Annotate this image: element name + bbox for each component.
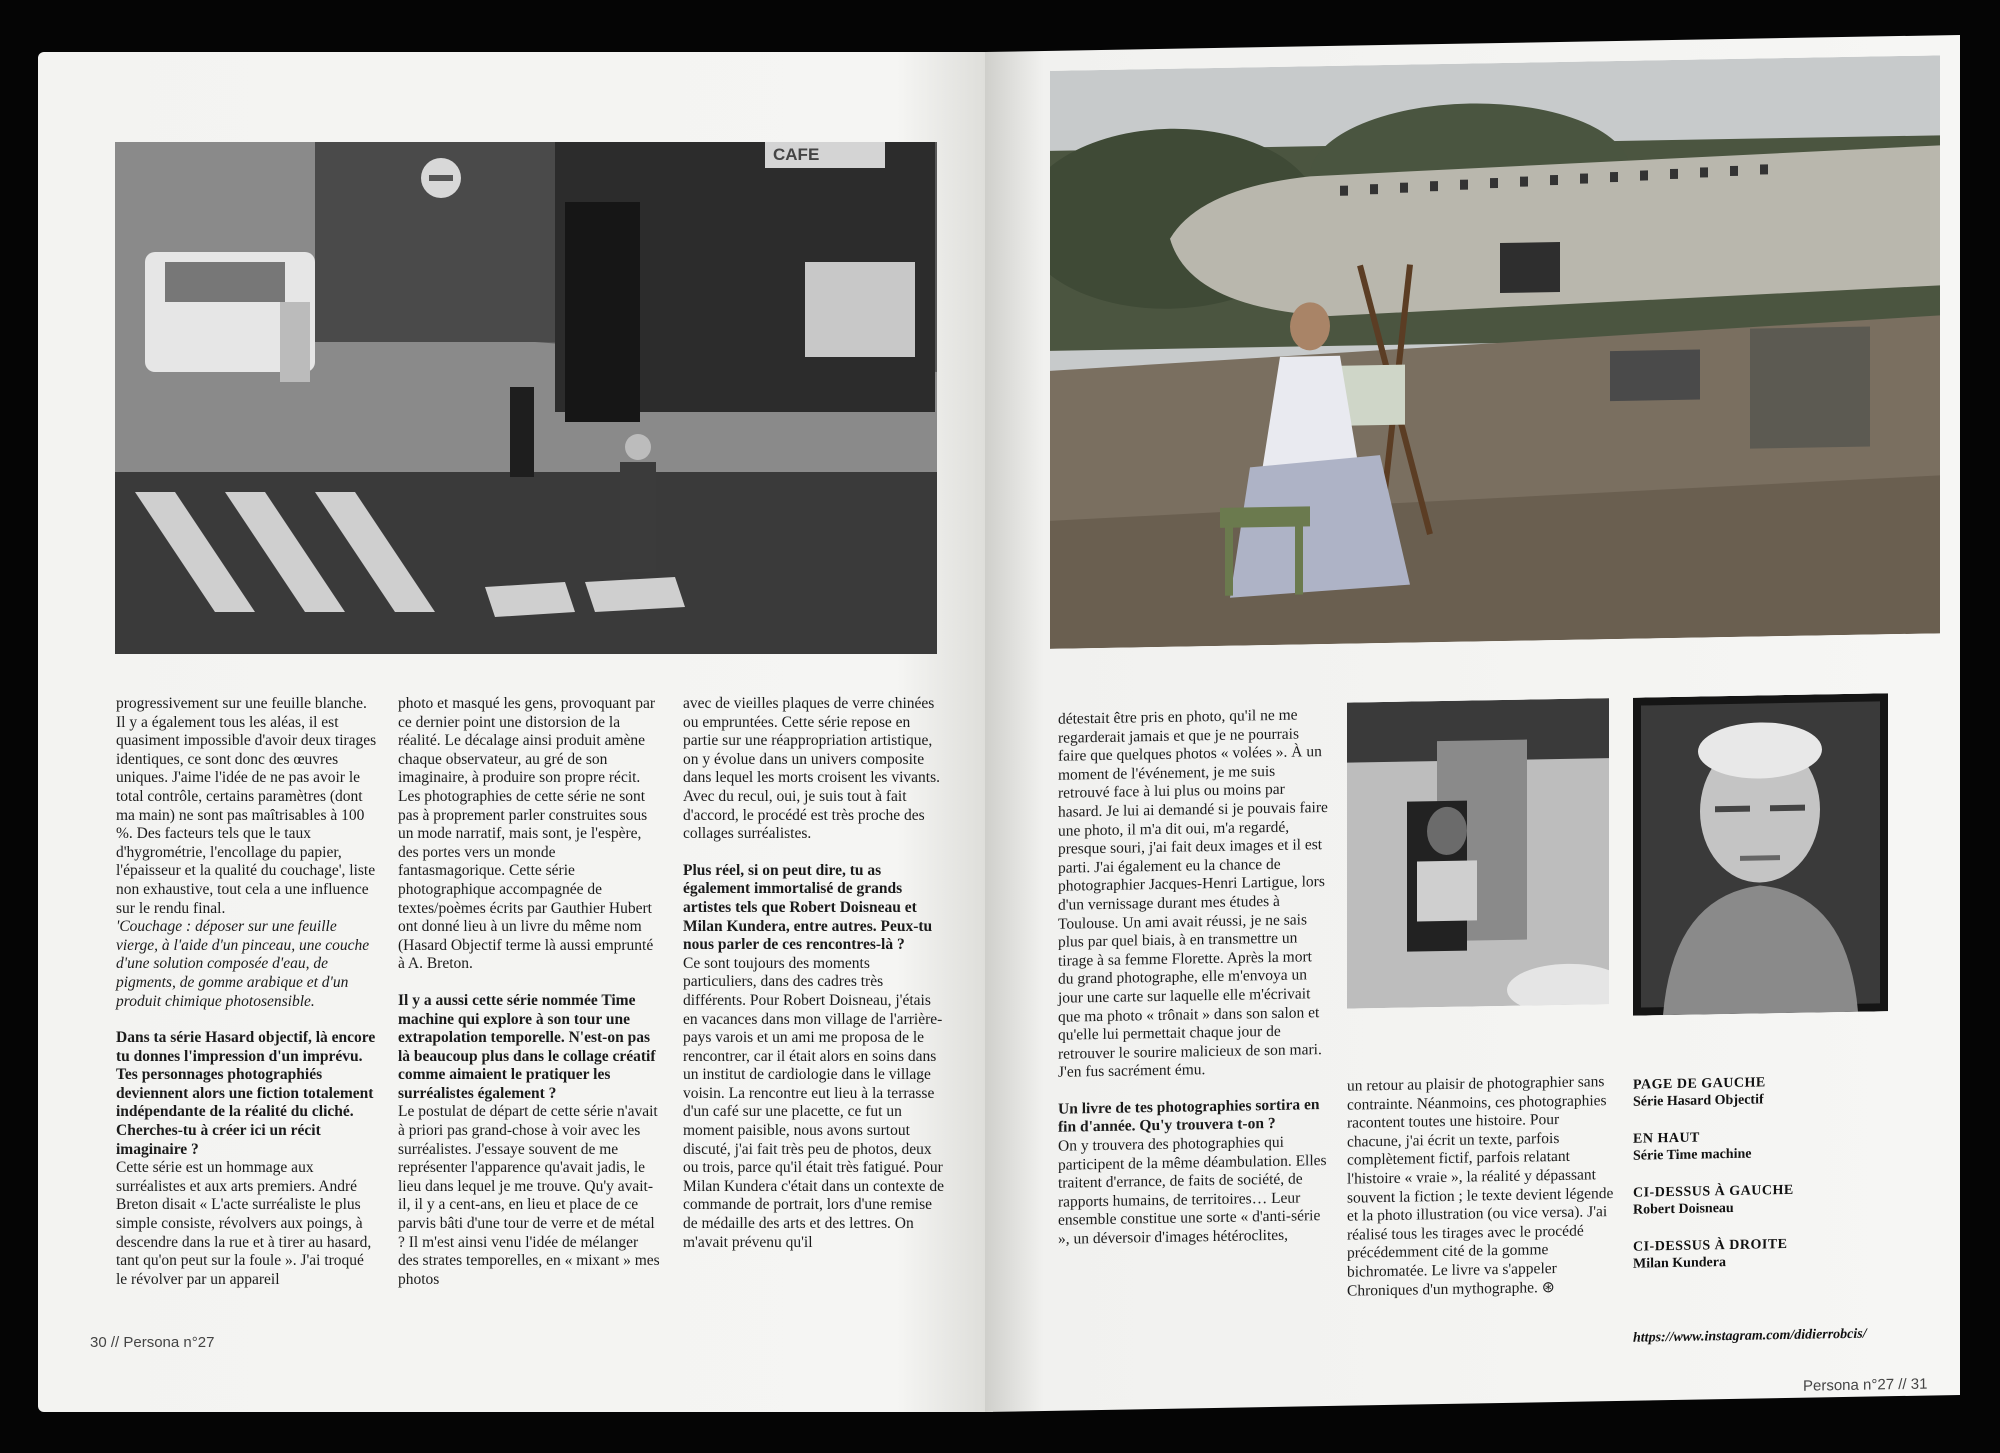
- cafe-sign: CAFE: [773, 145, 820, 164]
- page-number-right: Persona n°27 // 31: [1803, 1375, 1928, 1395]
- photo-robert-doisneau: [1347, 698, 1609, 1009]
- footnote-couchage: 'Couchage : déposer sur une feuille vierge, à l'aide d'un pinceau, une couche d'une solution composée d'eau, de pigments, de gomme arabique et d'un produit chimique photosensible.: [116, 918, 370, 1010]
- caption-head-4: CI-DESSUS À DROITE: [1633, 1236, 1788, 1255]
- page-number-left: 30 // Persona n°27: [90, 1334, 215, 1351]
- left-column-3: [683, 695, 945, 1252]
- question-livre: Un livre de tes photographies sortira en fin d'année. Qu'y trouvera t-on ?: [1058, 1096, 1320, 1137]
- left-column-1: [116, 695, 378, 1289]
- right-column-1: [1058, 706, 1330, 1249]
- instagram-link[interactable]: https://www.instagram.com/didierrobcis/: [1633, 1326, 1867, 1346]
- col3-text: avec de vieilles plaques de verre chinées ou empruntées. Cette série repose en partie sur une réappropriation artistique, on y évolue dans un univers composite dans lequel les morts croisent les vivants. Avec du recul, oui, je suis tout à fait d'accord, le procédé est très proche des collages surréalistes.: [683, 695, 940, 843]
- caption-head-3: CI-DESSUS À GAUCHE: [1633, 1182, 1794, 1201]
- left-page: [38, 52, 993, 1412]
- caption-head-2: EN HAUT: [1633, 1130, 1700, 1147]
- right-col1-text: détestait être pris en photo, qu'il ne me regarderait jamais et que je ne pourrais faire que quelques photos « volées ». À un moment de l'événement, je me suis retrouvé face à lui plus ou moins par hasard. Je lui ai demandé si je pouvais faire une photo, il m'a dit oui, m'a regardé, presque souri, j'ai fait deux images et il est parti. J'ai également eu la chance de photographier Jacques-Henri Lartigue, lors d'un vernissage durant mes études à Toulouse. Un ami avait réussi, je ne sais plus par quel biais, à en transmettre un tirage à sa femme Florette. Après la mort du grand photographe, elle m'envoya un jour une carte sur laquelle elle m'écrivait que ma photo « trônait » dans son salon et qu'elle lui permettait chaque jour de retrouver le sourire malicieux de son mari. J'en fus sacrément ému.: [1058, 706, 1328, 1082]
- caption-page-de-gauche: [1633, 1072, 1923, 1111]
- caption-sub-1: Série Hasard Objectif: [1633, 1092, 1764, 1110]
- col1-text: progressivement sur une feuille blanche. Il y a également tous les aléas, il est quasiment impossible d'avoir deux tirages identiques, ce sont donc des œuvres uniques. J'aime l'idée de ne pas avoir le total contrôle, certains paramètres (dont ma main) ne sont pas maîtrisables à 100 %. Des facteurs tels que le taux d'hygrométrie, l'encollage du papier, l'épaisseur et la qualité du couchage', liste non exhaustive, tout cela a une influence sur le rendu final.: [116, 695, 377, 917]
- street-photo-hasard-objectif: [115, 142, 937, 654]
- question-time-machine: Il y a aussi cette série nommée Time machine qui explore à son tour une extrapolation temporelle. N'est-on pas là beaucoup plus dans le collage créatif comme aimaient le pratiquer les surréalistes également ?: [398, 991, 656, 1102]
- caption-head-1: PAGE DE GAUCHE: [1633, 1075, 1766, 1093]
- caption-sub-2: Série Time machine: [1633, 1146, 1752, 1164]
- right-page: [985, 35, 1960, 1412]
- photo-milan-kundera: [1633, 693, 1888, 1015]
- answer-rencontres: Ce sont toujours des moments particuliers, dans des cadres très différents. Pour Robert Doisneau, j'étais en vacances dans mon village de l'arrière-pays varois et un ami me proposa de le rencontrer, car il était alors en soins dans un institut de cardiologie dans le village voisin. La rencontre eut lieu à la terrasse d'un café sur une placette, ce fut un moment paisible, nous avons surtout discuté, j'ai fait très peu de photos, deux ou trois, parce qu'il était très fatigué. Pour Milan Kundera c'était dans un contexte de commande de portrait, lors d'une remise de médaille des arts et des lettres. On m'avait prévenu qu'il: [683, 954, 945, 1251]
- caption-ci-dessus-droite: [1633, 1234, 1923, 1273]
- question-rencontres: Plus réel, si on peut dire, tu as également immortalisé de grands artistes tels que Robert Doisneau et Milan Kundera, entre autres. Peux-tu nous parler de ces rencontres-là ?: [683, 861, 933, 954]
- question-hasard-objectif: Dans ta série Hasard objectif, là encore tu donnes l'impression d'un imprévu. Tes personnages photographiés deviennent alors une fiction totalement indépendante de la réalité du cliché. Cherches-tu à créer ici un récit imaginaire ?: [116, 1029, 376, 1158]
- col2-text: photo et masqué les gens, provoquant par ce dernier point une distorsion de la réalité. Le décalage ainsi produit amène chaque observateur, au gré de son imaginaire, à produire son propre récit. Les photographies de cette série ne sont pas à proprement parler construites sous un mode narratif, mais sont, je l'espère, des portes vers un monde fantasmagorique. Cette série photographique accompagnée de textes/poèmes écrits par Gauthier Hubert ont donné lieu à un livre du même nom (Hasard Objectif terme là aussi emprunté à A. Breton.: [398, 695, 655, 973]
- caption-en-haut: [1633, 1126, 1923, 1165]
- answer-livre: On y trouvera des photographies qui participent de la même déambulation. Elles traitent d'errance, de faits de société, de rapports humains, de territoires… Leur ensemble constitue une sorte « d'anti-série », un déversoir d'images hétéroclites,: [1058, 1133, 1327, 1248]
- caption-sub-4: Milan Kundera: [1633, 1255, 1726, 1272]
- right-col2-text: un retour au plaisir de photographier sans contrainte. Néanmoins, ces photographies racontent toutes une histoire. Pour chacune, j'ai écrit un texte, parfois complètement fictif, parfois relatant l'histoire « vraie », la réalité y dépassant souvent la fiction ; le texte devient légende et la photo illustration (ou vice versa). J'ai réalisé tous les tirages avec le procédé précédemment cité de la gomme bichromatée. Le livre va s'appeler Chroniques d'un mythographe. ⊛: [1347, 1073, 1614, 1300]
- caption-ci-dessus-gauche: [1633, 1180, 1923, 1219]
- left-column-2: [398, 695, 660, 1289]
- airplane-photo-time-machine: [1050, 55, 1940, 649]
- answer-time-machine: Le postulat de départ de cette série n'avait à priori pas grand-chose à voir avec les surréalistes. J'essaye souvent de me représenter l'apparence qu'avait jadis, le lieu dans lequel je me trouve. Qu'y avait-il, il y a cent-ans, en lieu et place de ce parvis bâti d'une tour de verre et de métal ? Il m'est ainsi venu l'idée de mélanger des strates temporelles, en « mixant » mes photos: [398, 1103, 660, 1288]
- right-column-2: [1347, 1073, 1617, 1301]
- answer-hasard-objectif: Cette série est un hommage aux surréalistes et aux arts premiers. André Breton disait « L'acte surréaliste le plus simple consiste, révolvers aux poings, à descendre dans la rue et à tirer au hasard, tant qu'on peut sur la foule ». J'ai troqué le révolver par un appareil: [116, 1159, 372, 1288]
- caption-sub-3: Robert Doisneau: [1633, 1200, 1734, 1218]
